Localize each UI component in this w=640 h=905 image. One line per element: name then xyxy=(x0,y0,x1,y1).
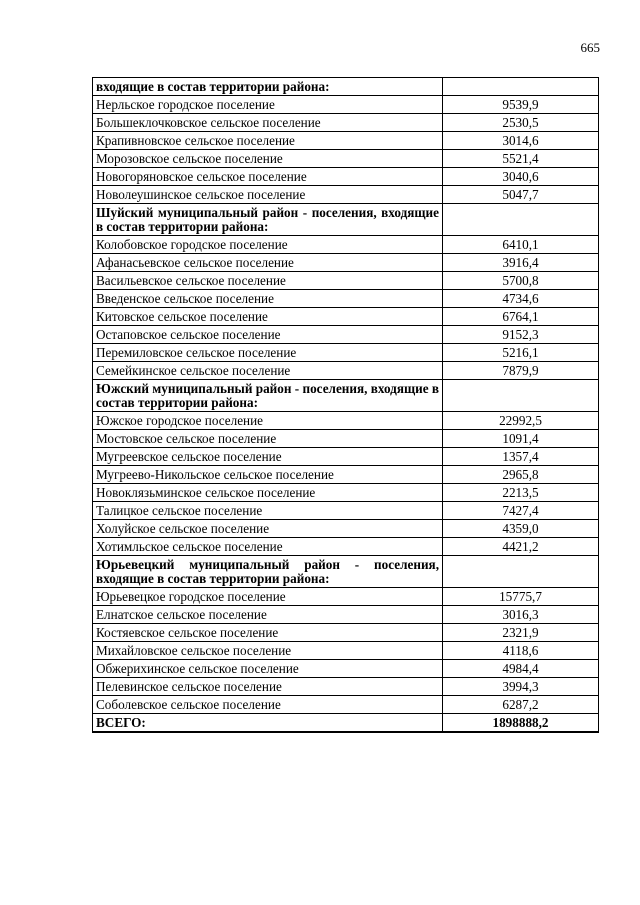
table-row xyxy=(93,308,599,326)
settlement-name: Колобовское городское поселение xyxy=(93,236,443,254)
table-row xyxy=(93,236,599,254)
amount-value xyxy=(443,78,599,96)
table-row xyxy=(93,132,599,150)
table-row xyxy=(93,254,599,272)
settlement-name: Большеклочковское сельское поселение xyxy=(93,114,443,132)
amount-value: 5521,4 xyxy=(443,150,599,168)
settlement-name: Елнатское сельское поселение xyxy=(93,606,443,624)
settlement-name: Южское городское поселение xyxy=(93,412,443,430)
settlement-name: Юрьевецкое городское поселение xyxy=(93,588,443,606)
table-row xyxy=(93,642,599,660)
amount-value: 9152,3 xyxy=(443,326,599,344)
table-row xyxy=(93,588,599,606)
table-row xyxy=(93,186,599,204)
table-row xyxy=(93,606,599,624)
amount-value xyxy=(443,204,599,236)
settlement-name: Мугреево-Никольское сельское поселение xyxy=(93,466,443,484)
amount-value: 2321,9 xyxy=(443,624,599,642)
district-header-row xyxy=(93,380,599,412)
settlement-name: Талицкое сельское поселение xyxy=(93,502,443,520)
settlement-name: Крапивновское сельское поселение xyxy=(93,132,443,150)
table-row xyxy=(93,696,599,714)
settlement-name: Новогоряновское сельское поселение xyxy=(93,168,443,186)
settlement-name: Новоклязьминское сельское поселение xyxy=(93,484,443,502)
table-row xyxy=(93,150,599,168)
amount-value: 3994,3 xyxy=(443,678,599,696)
settlement-name: Михайловское сельское поселение xyxy=(93,642,443,660)
settlement-name: Мостовское сельское поселение xyxy=(93,430,443,448)
table-row xyxy=(93,624,599,642)
amount-value: 5700,8 xyxy=(443,272,599,290)
table-row xyxy=(93,96,599,114)
amount-value: 7427,4 xyxy=(443,502,599,520)
settlement-name: Костяевское сельское поселение xyxy=(93,624,443,642)
table-row xyxy=(93,678,599,696)
settlement-name: Васильевское сельское поселение xyxy=(93,272,443,290)
settlement-name: Перемиловское сельское поселение xyxy=(93,344,443,362)
settlement-name: Китовское сельское поселение xyxy=(93,308,443,326)
amount-value: 4359,0 xyxy=(443,520,599,538)
table-row xyxy=(93,448,599,466)
table-row xyxy=(93,326,599,344)
amount-value: 6410,1 xyxy=(443,236,599,254)
amount-value: 9539,9 xyxy=(443,96,599,114)
settlement-name: Пелевинское сельское поселение xyxy=(93,678,443,696)
settlement-name: Юрьевецкий муниципальный район - поселения, входящие в состав территории района: xyxy=(93,556,443,588)
table-row xyxy=(93,290,599,308)
amount-value: 2530,5 xyxy=(443,114,599,132)
table-row xyxy=(93,502,599,520)
total-row xyxy=(93,714,599,733)
settlement-name: входящие в состав территории района: xyxy=(93,78,443,96)
district-header-row xyxy=(93,204,599,236)
amount-value: 4118,6 xyxy=(443,642,599,660)
settlement-name: Шуйский муниципальный район - поселения, входящие в состав территории района: xyxy=(93,204,443,236)
settlement-name: Соболевское сельское поселение xyxy=(93,696,443,714)
table-row xyxy=(93,168,599,186)
amount-value: 3016,3 xyxy=(443,606,599,624)
district-header-row xyxy=(93,556,599,588)
table-row xyxy=(93,660,599,678)
amount-value: 1091,4 xyxy=(443,430,599,448)
table-row xyxy=(93,272,599,290)
amount-value: 1357,4 xyxy=(443,448,599,466)
amount-value: 7879,9 xyxy=(443,362,599,380)
amount-value: 5047,7 xyxy=(443,186,599,204)
settlement-name: Нерльское городское поселение xyxy=(93,96,443,114)
table-row xyxy=(93,466,599,484)
settlement-name: Остаповское сельское поселение xyxy=(93,326,443,344)
table-row xyxy=(93,344,599,362)
amount-value: 4421,2 xyxy=(443,538,599,556)
amount-value: 15775,7 xyxy=(443,588,599,606)
amount-value: 6287,2 xyxy=(443,696,599,714)
table-body xyxy=(93,78,599,733)
table-row xyxy=(93,362,599,380)
amount-value xyxy=(443,380,599,412)
settlement-name: Мугреевское сельское поселение xyxy=(93,448,443,466)
settlement-name: Южский муниципальный район - поселения, входящие в состав территории района: xyxy=(93,380,443,412)
amount-value xyxy=(443,556,599,588)
amount-value: 22992,5 xyxy=(443,412,599,430)
amount-value: 4734,6 xyxy=(443,290,599,308)
amount-value: 5216,1 xyxy=(443,344,599,362)
settlement-name: Обжерихинское сельское поселение xyxy=(93,660,443,678)
settlement-name: Новолеушинское сельское поселение xyxy=(93,186,443,204)
settlement-name: Семейкинское сельское поселение xyxy=(93,362,443,380)
amount-value: 3040,6 xyxy=(443,168,599,186)
district-header-row xyxy=(93,78,599,96)
table-row xyxy=(93,114,599,132)
amount-value: 6764,1 xyxy=(443,308,599,326)
amount-value: 2213,5 xyxy=(443,484,599,502)
amount-value: 2965,8 xyxy=(443,466,599,484)
table-row xyxy=(93,412,599,430)
table-row xyxy=(93,484,599,502)
settlement-name: Афанасьевское сельское поселение xyxy=(93,254,443,272)
amount-value: 4984,4 xyxy=(443,660,599,678)
settlement-name: Введенское сельское поселение xyxy=(93,290,443,308)
table-row xyxy=(93,430,599,448)
page-number: 665 xyxy=(580,40,600,55)
amount-value: 3014,6 xyxy=(443,132,599,150)
amount-value: 3916,4 xyxy=(443,254,599,272)
table-row xyxy=(93,520,599,538)
total-value: 1898888,2 xyxy=(443,714,599,733)
total-label: ВСЕГО: xyxy=(93,714,443,733)
settlement-name: Холуйское сельское поселение xyxy=(93,520,443,538)
settlement-name: Хотимльское сельское поселение xyxy=(93,538,443,556)
settlement-name: Морозовское сельское поселение xyxy=(93,150,443,168)
settlements-budget-table xyxy=(92,77,599,733)
table-row xyxy=(93,538,599,556)
